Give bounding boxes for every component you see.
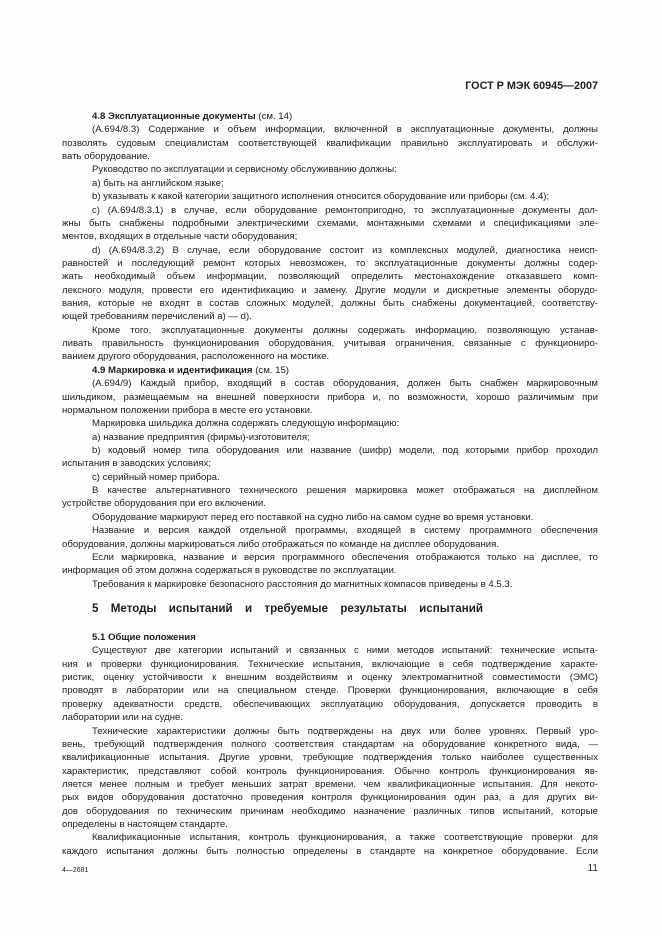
text-line: дов оборудования по техническим причинам необходимо назначение различных типов испытаний, которые [62, 805, 598, 817]
paragraph [62, 831, 598, 858]
text-line: а) название предприятия (фирмы)-изготовителя; [92, 431, 310, 443]
subsection-heading-4-8 [62, 110, 598, 123]
subsection-title-4-8: 4.8 Эксплуатационные документы [92, 111, 256, 122]
paragraph [62, 190, 598, 203]
paragraph [62, 204, 598, 244]
running-header: ГОСТ Р МЭК 60945—2007 [465, 80, 598, 92]
text-line: лаборатории или на судне. [62, 712, 184, 724]
text-line: В качестве альтернативного технического решения маркировка может отображаться на дисплейном [92, 485, 598, 497]
paragraph [62, 471, 598, 484]
text-line: b) кодовый номер типа оборудования или название (шифр) модели, под которыми прибор проходил [92, 444, 598, 456]
section-5-title: 5 Методы испытаний и требуемые результаты испытаний [92, 602, 483, 615]
text-line: жны быть снабжены подробными электрическими схемами, монтажными схемами и спецификациями эле- [62, 217, 598, 229]
paragraph [62, 524, 598, 551]
text-line: шильдиком, размещаемым на внешней поверхности прибора и, по возможности, хорошо различимым при [62, 391, 598, 403]
text-line: характеристик, представляют собой контроль функционирования. Обычно контроль функционирования яв- [62, 765, 598, 777]
text-line: ристик, оценку устойчивости к внешним воздействиям и оценку электромагнитной совместимости (ЭМС) [62, 672, 598, 684]
text-line: ментов, входящих в отдельные части оборудования; [62, 231, 298, 243]
paragraphs-5-1 [62, 644, 598, 858]
text-line: Маркировка шильдика должна содержать следующую информацию: [92, 418, 400, 430]
paragraph [62, 417, 598, 430]
subsection-reference-4-9: (см. 15) [255, 364, 289, 376]
text-line: с) (А.694/8.3.1) в случае, если оборудование ремонтопригодно, то эксплуатационные документы дол- [92, 204, 598, 216]
text-line: вать оборудование. [62, 151, 150, 163]
subsection-title-5-1: 5.1 Общие положения [92, 632, 196, 643]
text-line: лексного модуля, провести его идентификацию и замену. Другие модули и дискретные элементы оборудо- [62, 284, 598, 296]
text-line: (А.694/8.3) Содержание и объем информации, включенной в эксплуатационные документы, должны [92, 124, 598, 136]
paragraphs-4-9 [62, 377, 598, 591]
text-line: проверку адекватности средств, обеспечивающих эксплуатацию оборудования, допускается проводить в [62, 698, 598, 710]
paragraph [62, 123, 598, 163]
paragraph [62, 511, 598, 524]
subsection-heading-5-1 [62, 631, 598, 644]
text-line: b) указывать к какой категории защитного исполнения относится оборудование или приборы (см. 4.4); [92, 191, 550, 203]
text-line: Технические характеристики должны быть подтверждены на двух или более уровнях. Первый уро- [92, 725, 598, 737]
paragraphs-4-8 [62, 123, 598, 363]
text-line: жать необходимый объем информации, позволяющий определить местонахождение отказавшего комп- [62, 271, 598, 283]
text-line: равностей и последующий ремонт которых невозможен, то эксплуатационные документы должны содер- [62, 257, 598, 269]
paragraph [62, 324, 598, 364]
paragraph [62, 644, 598, 724]
text-line: информация об этом должна содержаться в руководстве по эксплуатации. [62, 565, 397, 577]
text-line: с) серийный номер прибора. [92, 471, 220, 483]
text-line: оборудования, должны маркироваться либо отображаться по команде на дисплее оборудования. [62, 538, 500, 550]
text-line: Квалификационные испытания, контроль функционирования, а также соответствующие проверки для [92, 832, 598, 844]
text-line: устройстве оборудования при его включении. [62, 498, 266, 510]
paragraph [62, 444, 598, 471]
paragraph [62, 551, 598, 578]
text-line: испытания в заводских условиях; [62, 458, 212, 470]
text-line: Руководство по эксплуатации и сервисному обслуживанию должны: [92, 164, 397, 176]
paragraph [62, 177, 598, 190]
text-line: (А.694/9) Каждый прибор, входящий в состав оборудования, должен быть снабжен маркировочным [92, 378, 598, 390]
text-line: каждого испытания должны быть полностью определены в стандарте на конкретное оборудование. Если [62, 845, 598, 857]
text-line: Требования к маркировке безопасного расстояния до магнитных компасов приведены в 4.5.3. [92, 578, 513, 590]
section-5-body [62, 631, 598, 858]
text-line: квалификационные испытания. Другие уровни, требующие подтверждения только наиболее существенных [62, 752, 598, 764]
paragraph [62, 725, 598, 832]
text-line: нормальном положении прибора в месте его установки. [62, 404, 313, 416]
text-line: ния и проверки функционирования. Технические испытания, включающие в себя подтверждение характе- [62, 658, 598, 670]
text-line: проводят в лаборатории или на специальном стенде. Проверки функционирования, включающие в себя [62, 685, 598, 697]
subsection-reference-4-8: (см. 14) [258, 111, 293, 122]
text-line: позволять судовым специалистам соответствующей квалификации правильно эксплуатировать и обслужи- [62, 137, 598, 149]
text-line: Оборудование маркируют перед его поставкой на судно либо на самом судне во время установки. [92, 511, 534, 523]
paragraph [62, 244, 598, 324]
text-line: Существуют две категории испытаний и связанных с ними методов испытаний: технические испыта- [92, 645, 598, 657]
text-line: вания, которые не входят в состав сложных модулей, должны быть снабжены документацией, соответству- [62, 298, 598, 310]
text-line: Кроме того, эксплуатационные документы должны содержать информацию, позволяющую устанав- [92, 324, 598, 336]
text-line: ющей требованиям перечислений а) — d). [62, 311, 252, 323]
text-line: ляется менее полным и требует меньших затрат времени, чем квалификационные испытания. Для некото- [62, 778, 598, 790]
text-line: d) (А.694/8.3.2) В случае, если оборудование состоит из комплексных модулей, диагностика неисп- [92, 244, 598, 256]
text-line: ливать правильность функционирования оборудования, учитывая ограничения, связанные с функциониро- [62, 338, 598, 350]
subsection-heading-4-9 [62, 364, 598, 377]
paragraph [62, 578, 598, 591]
text-line: определены в настоящем стандарте. [62, 819, 228, 831]
section-4-body [62, 110, 598, 591]
page-number: 11 [587, 863, 598, 874]
paragraph [62, 431, 598, 444]
paragraph [62, 377, 598, 417]
text-line: а) быть на английском языке; [92, 177, 224, 189]
text-line: Название и версия каждой отдельной программы, входящей в систему программного обеспечения [92, 525, 598, 537]
text-line: ванием другого оборудования, расположенного на мостике. [62, 351, 330, 363]
paragraph [62, 484, 598, 511]
text-line: вень, требующий подтверждения полного соответствия стандартам на оборудование конкретного вида, — [62, 738, 598, 750]
text-line: Если маркировка, название и версия программного обеспечения отображаются только на дисплее, то [92, 551, 598, 563]
paragraph [62, 163, 598, 176]
print-code: 4—2681 [62, 867, 89, 874]
text-line: рых видов оборудования достаточно проведения контроля функционирования один раз, а для других ви- [62, 792, 598, 804]
subsection-title-4-9: 4.9 Маркировка и идентификация [92, 364, 253, 376]
